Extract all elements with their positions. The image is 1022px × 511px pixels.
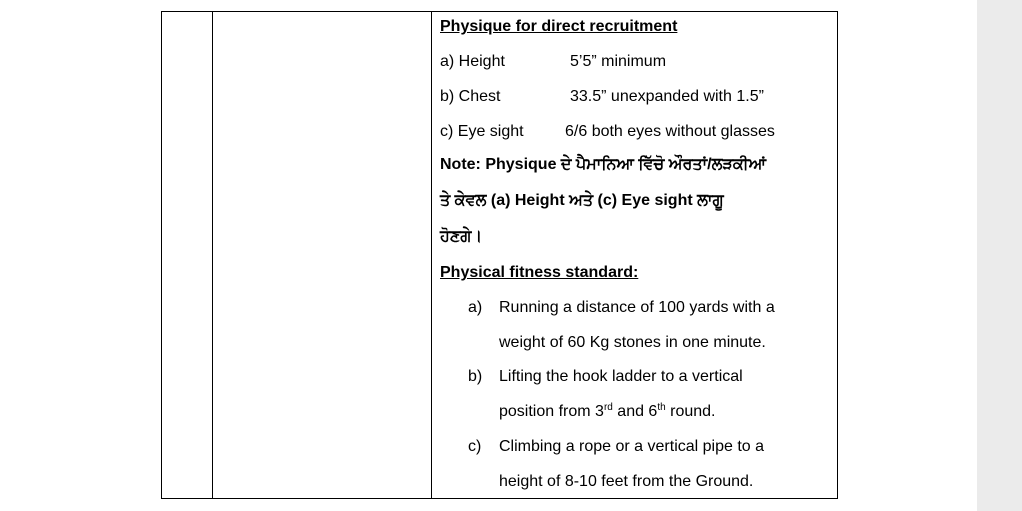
table-cell-content [440,12,835,498]
table-column-divider [431,12,432,498]
note-line: Note: Physique ਦੇ ਪੈਮਾਨਿਆ ਵਿੱਚੋ ਔਰਤਾਂ/ਲੜਕੀਆਂ [440,156,767,173]
physique-row-eye-sight [440,122,524,142]
physique-heading: Physique for direct recruitment [440,18,678,35]
list-marker: c) [468,438,482,455]
document-table [161,11,838,499]
physique-value: 33.5” unexpanded with 1.5” [570,88,764,105]
physique-label: b) Chest [440,88,501,105]
note-line: ਹੋਣਗੇ। [440,228,483,245]
list-item-text: Lifting the hook ladder to a vertical [499,368,743,385]
table-column-divider [212,12,213,498]
physique-row-chest [440,87,500,107]
physique-row-height [440,52,505,72]
list-item-text: Running a distance of 100 yards with a [499,299,775,316]
physique-label: a) Height [440,53,505,70]
physique-label: c) Eye sight [440,123,524,140]
physique-value: 5’5” minimum [570,53,667,70]
list-item-text: weight of 60 Kg stones in one minute. [499,334,766,351]
list-marker: b) [468,368,483,385]
note-line: ਤੇ ਕੇਵਲ (a) Height ਅਤੇ (c) Eye sight ਲਾਗੂ [440,192,724,209]
fitness-heading: Physical fitness standard: [440,264,639,281]
list-item-text: Climbing a rope or a vertical pipe to a [499,438,765,455]
scrollbar-gutter[interactable] [977,0,1022,511]
list-marker: a) [468,299,483,316]
physique-value: 6/6 both eyes without glasses [565,123,775,140]
list-item-text: position from 3rd and 6th round. [499,402,716,420]
list-item-text: height of 8-10 feet from the Ground. [499,473,754,490]
